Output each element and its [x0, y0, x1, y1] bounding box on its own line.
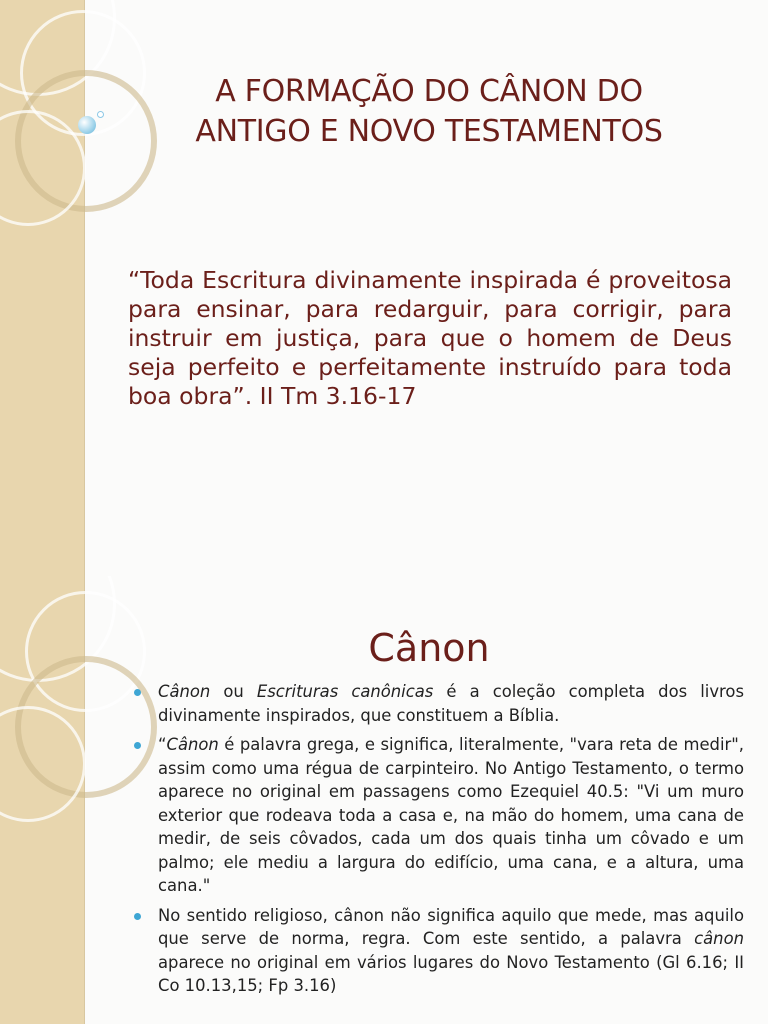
bullet-icon: [134, 913, 141, 920]
text-fragment: aparece no original em vários lugares do Novo Testamento (Gl 6.16; II Co 10.13,15; Fp 3.16): [158, 952, 744, 995]
list-item: [130, 680, 744, 727]
title-line-2: ANTIGO E NOVO TESTAMENTOS: [195, 114, 663, 149]
term-escrituras: Escrituras canônicas: [256, 682, 434, 701]
bible-quote: “Toda Escritura divinamente inspirada é proveitosa para ensinar, para redarguir, para corrigir, para instruir em justiça, para que o homem de Deus seja perfeito e perfeitamente instruído para toda boa obra”. II Tm 3.16-17: [128, 266, 732, 410]
bullet-icon: [134, 689, 141, 696]
term-canon: Cânon: [166, 735, 219, 754]
text-fragment: é a coleção completa dos livros divinamente inspirados, que constituem a Bíblia.: [158, 682, 744, 725]
bullet-icon: [134, 742, 141, 749]
bullet-list: [130, 680, 744, 1004]
list-item: [130, 733, 744, 898]
term-canon: Cânon: [158, 682, 211, 701]
text-fragment: No sentido religioso, cânon não significa aquilo que mede, mas aquilo que serve de norma, regra. Com este sentido, a palavra: [158, 905, 744, 948]
text-fragment: ou: [210, 682, 257, 701]
open-quote: “: [158, 735, 167, 754]
list-item: [130, 904, 744, 998]
slide-2-title: Cânon: [368, 626, 490, 670]
slide-1-title: [90, 72, 768, 152]
title-line-1: A FORMAÇÃO DO CÂNON DO: [215, 74, 643, 109]
text-fragment: é palavra grega, e significa, literalmente, "vara reta de medir", assim como uma régua de carpinteiro. No Antigo Testamento, o termo aparece no original em passagens como Ezequiel 40.5: "Vi um muro exterior que rodeava toda a casa e, na mão do homem, uma cana de medir, de seis côvados, cada um dos quais tinha um côvado e um palmo; ele mediu a largura do edifício, uma cana, e a altura, uma cana.": [158, 735, 744, 895]
term-canon: cânon: [694, 929, 744, 948]
